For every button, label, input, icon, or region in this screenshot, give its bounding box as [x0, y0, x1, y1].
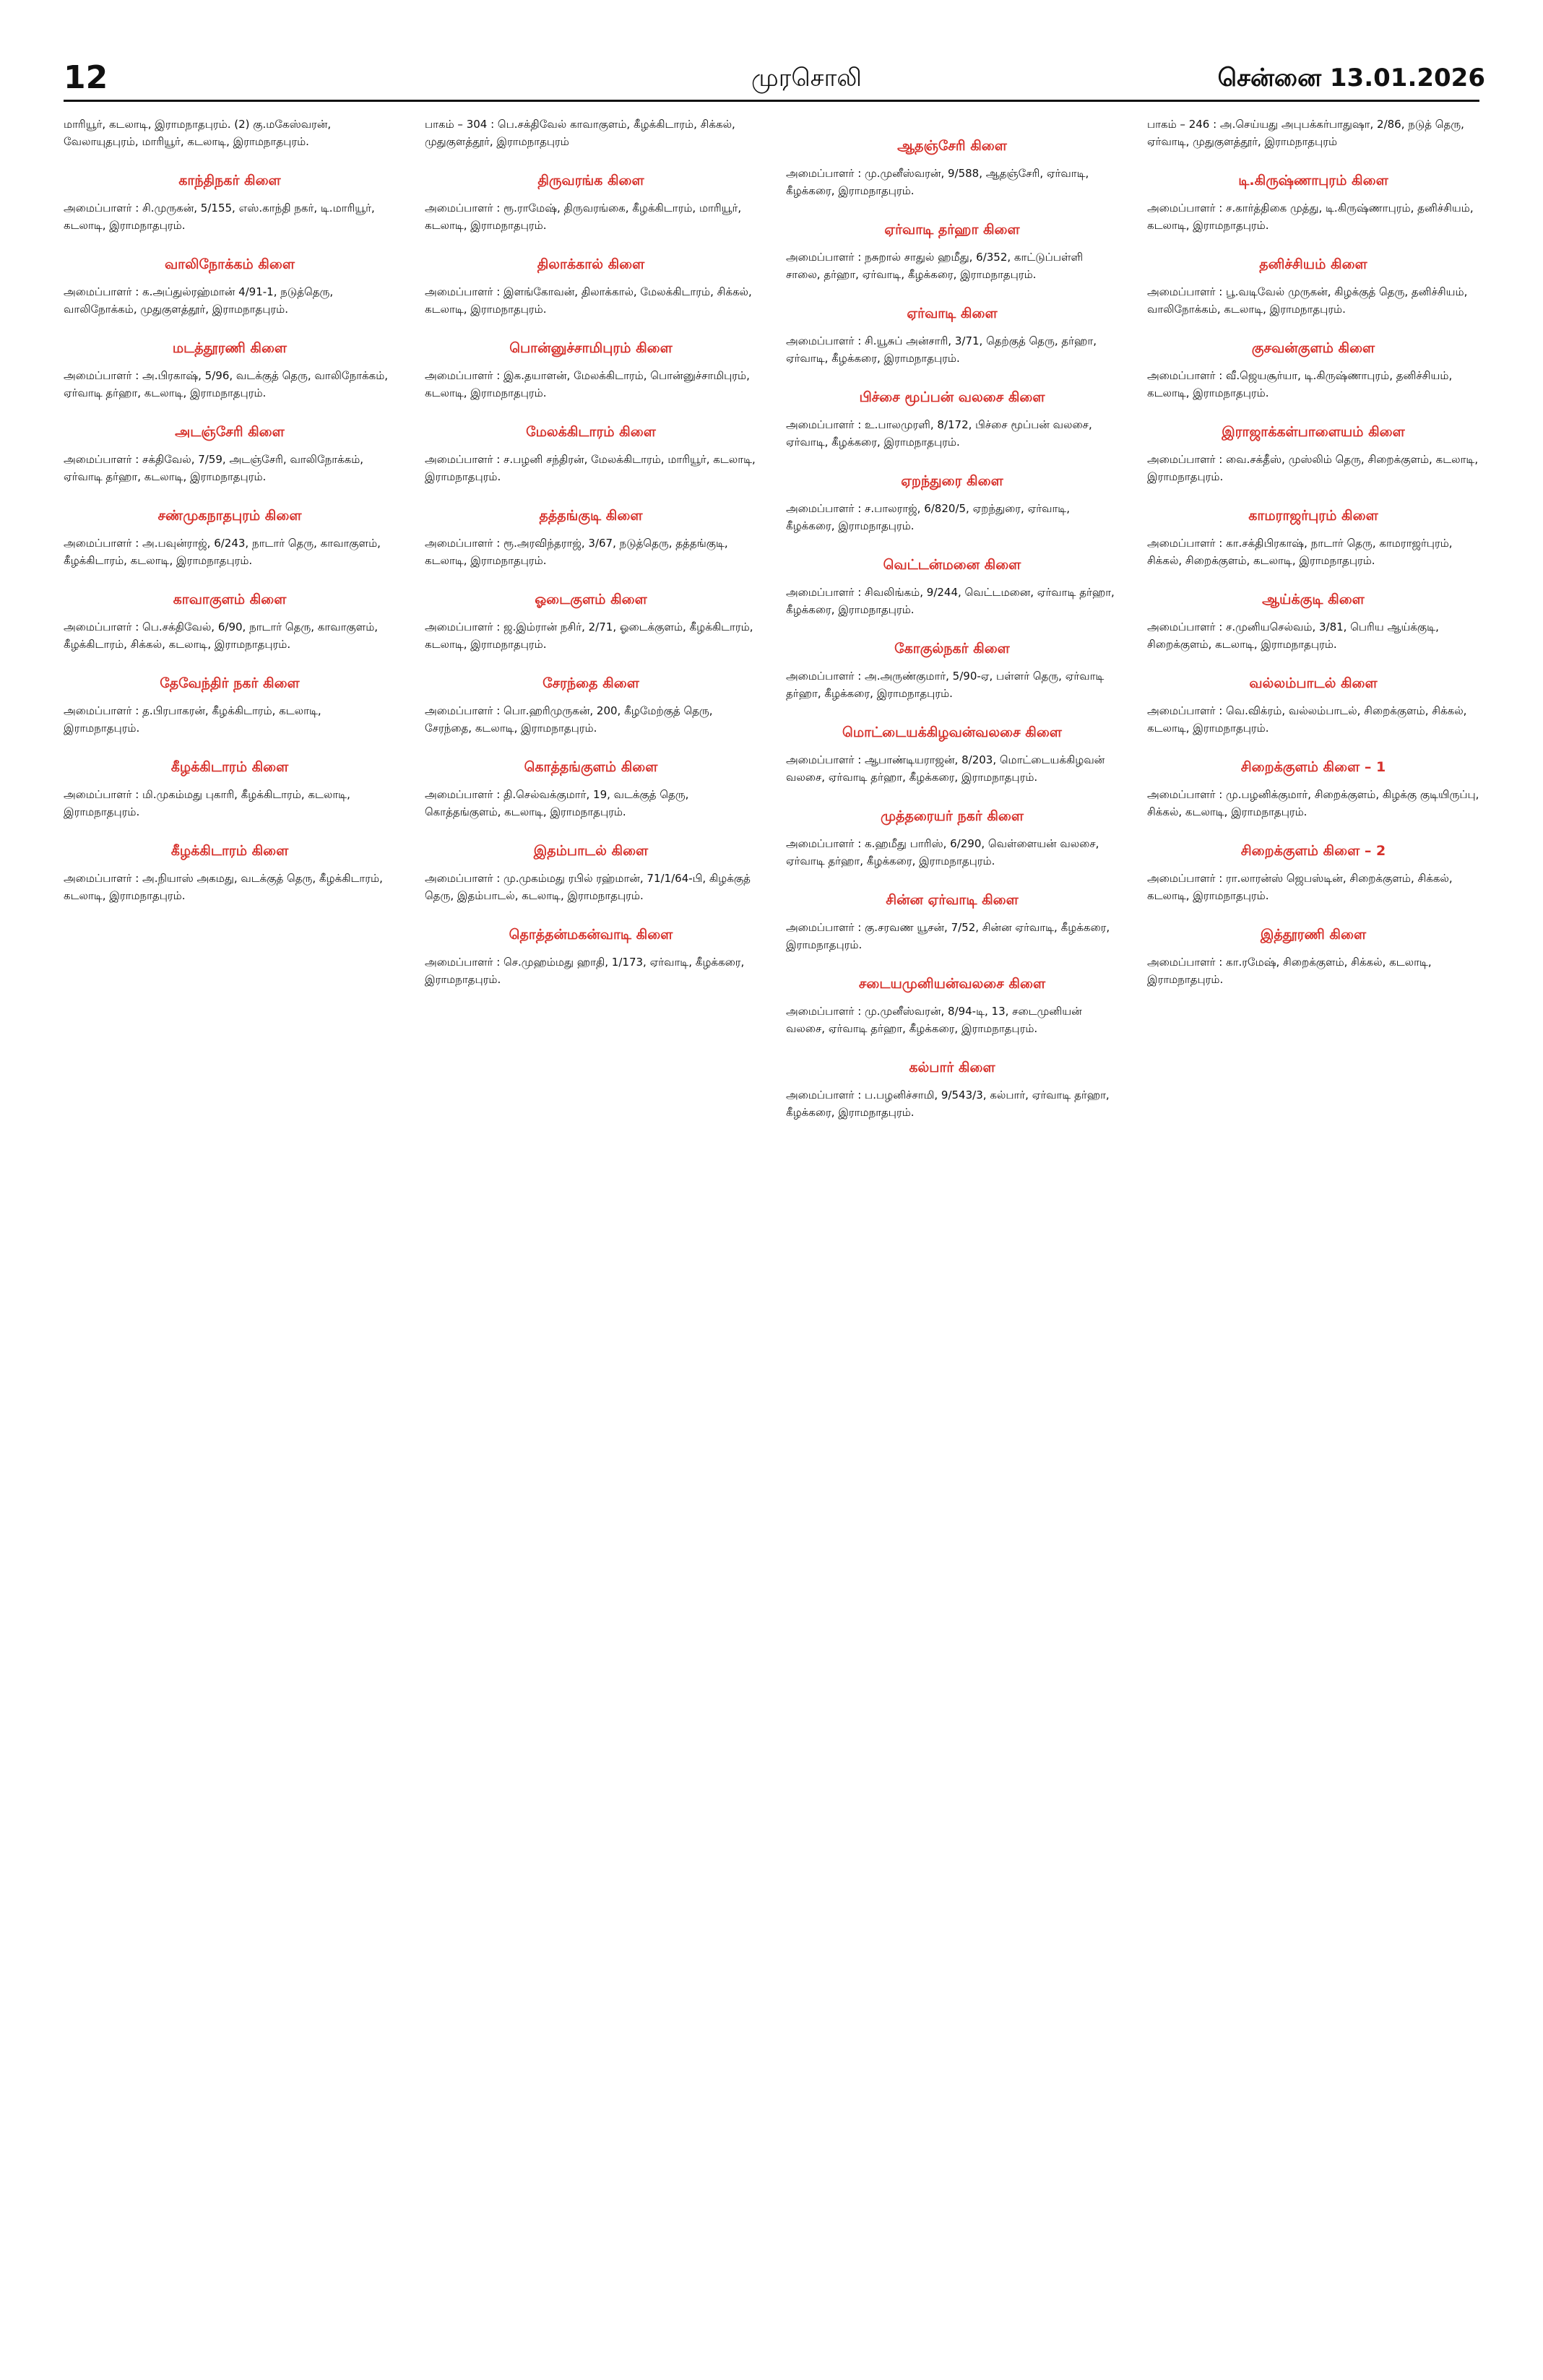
section-text: பாகம் – 304 : பெ.சக்திவேல் காவாகுளம், கீழக்கிடாரம், சிக்கல், முதுகுளத்தூர், இராமநாதபுரம் — [425, 118, 735, 148]
section-text: அமைப்பாளர் : பொ.ஹரிமுருகன், 200, கீழமேற்குத் தெரு, சேரந்தை, கடலாடி, இராமநாதபுரம். — [425, 704, 713, 735]
section-text: அமைப்பாளர் : வீ.ஜெயசூர்யா, டி.கிருஷ்ணாபுரம், தனிச்சியம், கடலாடி, இராமநாதபுரம். — [1147, 369, 1453, 399]
section-title: வல்லம்பாடல் கிளை — [1249, 675, 1378, 691]
section-title: சண்முகநாதபுரம் கிளை — [157, 508, 302, 524]
masthead — [0, 0, 1543, 108]
section-text: அமைப்பாளர் : செ.முஹம்மது ஹாதி, 1/173, ஏர்வாடி, கீழக்கரை, இராமநாதபுரம். — [425, 956, 745, 986]
section-text: அமைப்பாளர் : அ.நியாஸ் அகமது, வடக்குத் தெரு, கீழக்கிடாரம், கடலாடி, இராமநாதபுரம். — [64, 872, 383, 902]
section-title: கீழக்கிடாரம் கிளை — [170, 843, 289, 859]
section-title: மொட்டையக்கிழவன்வலசை கிளை — [842, 724, 1062, 740]
section-title: இராஜாக்கள்பாளையம் கிளை — [1222, 424, 1405, 440]
section-text: அமைப்பாளர் : சிவலிங்கம், 9/244, வெட்டமனை, ஏர்வாடி தர்ஹா, கீழக்கரை, இராமநாதபுரம். — [786, 586, 1115, 616]
section-title: சடையமுனியன்வலசை கிளை — [858, 976, 1046, 992]
section-title: ஆய்க்குடி கிளை — [1262, 592, 1365, 607]
columns — [64, 116, 1479, 2355]
paper-name: முரசொலி — [751, 64, 862, 92]
section-title: பிச்சை மூப்பன் வலசை கிளை — [859, 389, 1045, 405]
section-text: அமைப்பாளர் : மி.முகம்மது புகாரி, கீழக்கிடாரம், கடலாடி, இராமநாதபுரம். — [64, 788, 350, 818]
section-title: கோகுல்நகர் கிளை — [894, 641, 1010, 657]
section-title: சின்ன ஏர்வாடி கிளை — [886, 892, 1019, 908]
section-title: வெட்டன்மனை கிளை — [883, 557, 1021, 573]
section-text: அமைப்பாளர் : வெ.விக்ரம், வல்லம்பாடல், சிறைக்குளம், சிக்கல், கடலாடி, இராமநாதபுரம். — [1147, 704, 1467, 735]
section-title: வாலிநோக்கம் கிளை — [165, 256, 295, 272]
section-title: காவாகுளம் கிளை — [173, 592, 287, 607]
section-text: அமைப்பாளர் : ரூ.அரவிந்தராஜ், 3/67, நடுத்தெரு, தத்தங்குடி, கடலாடி, இராமநாதபுரம். — [425, 537, 728, 567]
section-title: சேரந்தை கிளை — [543, 675, 639, 691]
section-title: காமராஜர்புரம் கிளை — [1248, 508, 1378, 524]
section-title: மடத்தூரணி கிளை — [172, 340, 288, 356]
page-number: 12 — [64, 59, 108, 96]
header-rule — [64, 100, 1479, 102]
section-title: தனிச்சியம் கிளை — [1259, 256, 1367, 272]
section-text: அமைப்பாளர் : சக்திவேல், 7/59, அடஞ்சேரி, வாலிநோக்கம், ஏர்வாடி தர்ஹா, கடலாடி, இராமநாதபுரம். — [64, 453, 364, 483]
section-title: தேவேந்திர் நகர் கிளை — [160, 675, 300, 691]
section-text: அமைப்பாளர் : ப.பழனிச்சாமி, 9/543/3, கல்பார், ஏர்வாடி தர்ஹா, கீழக்கரை, இராமநாதபுரம். — [786, 1089, 1110, 1119]
section-text: அமைப்பாளர் : அ.பவுன்ராஜ், 6/243, நாடார் தெரு, காவாகுளம், கீழக்கிடாரம், கடலாடி, இராமநாதபுரம். — [64, 537, 381, 567]
section-title: திலாக்கால் கிளை — [537, 256, 645, 272]
section-title: சிறைக்குளம் கிளை – 1 — [1240, 759, 1386, 775]
dateline: சென்னை 13.01.2026 — [1217, 64, 1485, 92]
column-1 — [64, 116, 396, 2355]
section-title: கொத்தங்குளம் கிளை — [524, 759, 658, 775]
section-text: அமைப்பாளர் : இக.தயாளன், மேலக்கிடாரம், பொன்னுச்சாமிபுரம், கடலாடி, இராமநாதபுரம். — [425, 369, 750, 399]
section-text: அமைப்பாளர் : ச.கார்த்திகை முத்து, டி.கிருஷ்ணாபுரம், தனிச்சியம், கடலாடி, இராமநாதபுரம். — [1147, 202, 1474, 232]
section-text: அமைப்பாளர் : மு.முனீஸ்வரன், 8/94-டி, 13, சடைமுனியன் வலசை, ஏர்வாடி தர்ஹா, கீழக்கரை, இராமநாதபுரம். — [786, 1005, 1082, 1035]
section-title: முத்தரையர் நகர் கிளை — [880, 808, 1024, 824]
section-text: மாரியூர், கடலாடி, இராமநாதபுரம். (2) கு.மகேஸ்வரன், வேலாயுதபுரம், மாரியூர், கடலாடி, இராமநாதபுரம். — [64, 118, 332, 148]
section-title: காந்திநகர் கிளை — [178, 173, 281, 189]
section-title: ஏர்வாடி தர்ஹா கிளை — [884, 222, 1020, 238]
section-text: அமைப்பாளர் : த.பிரபாகரன், கீழக்கிடாரம், கடலாடி, இராமநாதபுரம். — [64, 704, 321, 735]
section-title: கல்பார் கிளை — [909, 1060, 995, 1076]
section-text: அமைப்பாளர் : ச.முனியசெல்வம், 3/81, பெரிய ஆய்க்குடி, சிறைக்குளம், கடலாடி, இராமநாதபுரம். — [1147, 620, 1439, 651]
section-title: அடஞ்சேரி கிளை — [175, 424, 285, 440]
section-text: அமைப்பாளர் : அ.அருண்குமார், 5/90-ஏ, பள்ளர் தெரு, ஏர்வாடி தர்ஹா, கீழக்கரை, இராமநாதபுரம். — [786, 670, 1105, 700]
section-text: அமைப்பாளர் : மு.முகம்மது ரபில் ரஹ்மான், 71/1/64-பி, கிழக்குத் தெரு, இதம்பாடல், கடலாடி, இராமநாதபுரம். — [425, 872, 751, 902]
section-text: அமைப்பாளர் : இளங்கோவன், திலாக்கால், மேலக்கிடாரம், சிக்கல், கடலாடி, இராமநாதபுரம். — [425, 285, 752, 316]
column-3 — [786, 116, 1118, 2355]
section-title: ஆதஞ்சேரி கிளை — [897, 138, 1007, 154]
section-title: பொன்னுச்சாமிபுரம் கிளை — [509, 340, 673, 356]
section-text: அமைப்பாளர் : மு.முனீஸ்வரன், 9/588, ஆதஞ்சேரி, ஏர்வாடி, கீழக்கரை, இராமநாதபுரம். — [786, 167, 1089, 197]
section-text: அமைப்பாளர் : பூ.வடிவேல் முருகன், கிழக்குத் தெரு, தனிச்சியம், வாலிநோக்கம், கடலாடி, இராமநாதபுரம். — [1147, 285, 1468, 316]
section-title: சிறைக்குளம் கிளை – 2 — [1240, 843, 1386, 859]
section-title: திருவரங்க கிளை — [537, 173, 644, 189]
section-text: அமைப்பாளர் : கு.சரவண யூசன், 7/52, சின்ன ஏர்வாடி, கீழக்கரை, இராமநாதபுரம். — [786, 921, 1110, 951]
section-title: ஓடைகுளம் கிளை — [535, 592, 647, 607]
section-title: ஏர்வாடி கிளை — [907, 306, 998, 321]
section-text: அமைப்பாளர் : நசுறால் சாதுல் ஹமீது, 6/352, காட்டுப்பள்ளி சாலை, தர்ஹா, ஏர்வாடி, கீழக்கரை, இராமநாதபுரம். — [786, 251, 1084, 281]
section-text: அமைப்பாளர் : மு.பழனிக்குமார், சிறைக்குளம், கிழக்கு குடியிருப்பு, சிக்கல், கடலாடி, இராமநாதபுரம். — [1147, 788, 1479, 818]
section-text: அமைப்பாளர் : ரா.லாரன்ஸ் ஜெபஸ்டின், சிறைக்குளம், சிக்கல், கடலாடி, இராமநாதபுரம். — [1147, 872, 1453, 902]
section-text: அமைப்பாளர் : வை.சக்தீஸ், முஸ்லிம் தெரு, சிறைக்குளம், கடலாடி, இராமநாதபுரம். — [1147, 453, 1479, 483]
section-text: அமைப்பாளர் : அ.பிரகாஷ், 5/96, வடக்குத் தெரு, வாலிநோக்கம், ஏர்வாடி தர்ஹா, கடலாடி, இராமநாதபுரம். — [64, 369, 389, 399]
section-title: இதம்பாடல் கிளை — [533, 843, 649, 859]
section-text: அமைப்பாளர் : கா.சக்திபிரகாஷ், நாடார் தெரு, காமராஜர்புரம், சிக்கல், சிறைக்குளம், கடலாடி, இராமநாதபுரம். — [1147, 537, 1453, 567]
section-text: அமைப்பாளர் : ச.பாலராஜ், 6/820/5, ஏறந்துரை, ஏர்வாடி, கீழக்கரை, இராமநாதபுரம். — [786, 502, 1070, 532]
section-text: அமைப்பாளர் : ஆபாண்டியராஜன், 8/203, மொட்டையக்கிழவன் வலசை, ஏர்வாடி தர்ஹா, கீழக்கரை, இராமநாதபுரம். — [786, 753, 1105, 784]
section-title: தத்தங்குடி கிளை — [539, 508, 643, 524]
section-title: குசவன்குளம் கிளை — [1251, 340, 1375, 356]
section-text: பாகம் – 246 : அ.செய்யது அபுபக்கர்பாதுஷா, 2/86, நடுத் தெரு, ஏர்வாடி, முதுகுளத்தூர், இராமநாதபுரம் — [1147, 118, 1464, 148]
section-title: மேலக்கிடாரம் கிளை — [526, 424, 656, 440]
section-text: அமைப்பாளர் : தி.செல்வக்குமார், 19, வடக்குத் தெரு, கொத்தங்குளம், கடலாடி, இராமநாதபுரம். — [425, 788, 689, 818]
section-title: கீழக்கிடாரம் கிளை — [170, 759, 289, 775]
column-2 — [425, 116, 757, 2355]
section-text: அமைப்பாளர் : ஜ.இம்ரான் நசிர், 2/71, ஓடைக்குளம், கீழக்கிடாரம், கடலாடி, இராமநாதபுரம். — [425, 620, 753, 651]
section-title: டி.கிருஷ்ணாபுரம் கிளை — [1238, 173, 1388, 189]
section-text: அமைப்பாளர் : சி.யூசுப் அன்சாரி, 3/71, தெற்குத் தெரு, தர்ஹா, ஏர்வாடி, கீழக்கரை, இராமநாதபுரம். — [786, 334, 1097, 365]
column-4 — [1147, 116, 1479, 2355]
section-title: தொத்தன்மகன்வாடி கிளை — [509, 927, 673, 943]
section-text: அமைப்பாளர் : உ.பாலமுரளி, 8/172, பிச்சை மூப்பன் வலசை, ஏர்வாடி, கீழக்கரை, இராமநாதபுரம். — [786, 418, 1092, 449]
section-text: அமைப்பாளர் : கா.ரமேஷ், சிறைக்குளம், சிக்கல், கடலாடி, இராமநாதபுரம். — [1147, 956, 1432, 986]
section-title: ஏறந்துரை கிளை — [901, 473, 1003, 489]
section-text: அமைப்பாளர் : சி.முருகன், 5/155, எஸ்.காந்தி நகர், டி.மாரியூர், கடலாடி, இராமநாதபுரம். — [64, 202, 375, 232]
section-text: அமைப்பாளர் : க.ஹமீது பாரிஸ், 6/290, வெள்ளையன் வலசை, ஏர்வாடி தர்ஹா, கீழக்கரை, இராமநாதபுரம். — [786, 837, 1099, 867]
section-text: அமைப்பாளர் : ரூ.ராமேஷ், திருவரங்கை, கீழக்கிடாரம், மாரியூர், கடலாடி, இராமநாதபுரம். — [425, 202, 742, 232]
section-text: அமைப்பாளர் : ச.பழனி சந்திரன், மேலக்கிடாரம், மாரியூர், கடலாடி, இராமநாதபுரம். — [425, 453, 756, 483]
section-text: அமைப்பாளர் : பெ.சக்திவேல், 6/90, நாடார் தெரு, காவாகுளம், கீழக்கிடாரம், சிக்கல், கடலாடி, இராமநாதபுரம். — [64, 620, 379, 651]
section-text: அமைப்பாளர் : க.அப்துல்ரஹ்மான் 4/91-1, நடுத்தெரு, வாலிநோக்கம், முதுகுளத்தூர், இராமநாதபுரம். — [64, 285, 334, 316]
section-title: இத்தூரணி கிளை — [1260, 927, 1367, 943]
